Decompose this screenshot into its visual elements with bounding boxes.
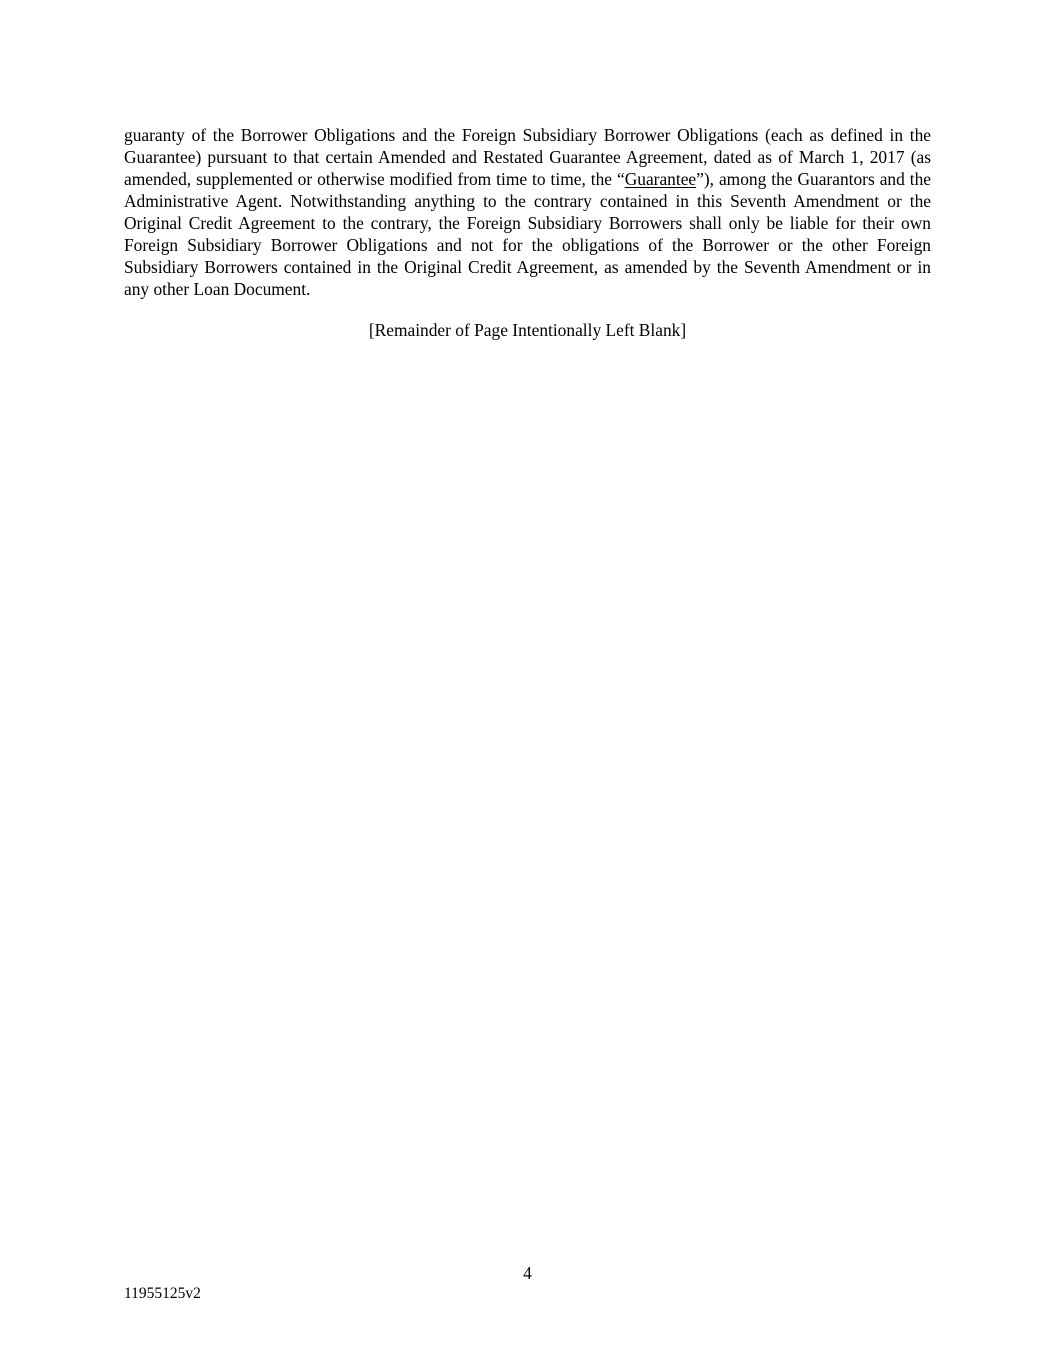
intentionally-blank-notice: [Remainder of Page Intentionally Left Blank] [368,320,687,340]
defined-term-guarantee: Guarantee [624,169,697,189]
page-number: 4 [523,1263,532,1283]
body-paragraph [124,124,931,300]
paragraph-text-after-term: ”), among the Guarantors and the Administrative Agent. Notwithstanding anything to the contrary contained in this Seventh Amendment or the Original Credit Agreement to the contrary, the Foreign Subsidiary Borrowers shall only be liable for their own Foreign Subsidiary Borrower Obligations and not for the obligations of the Borrower or the other Foreign Subsidiary Borrowers contained in the Original Credit Agreement, as amended by the Seventh Amendment or in any other Loan Document. [124,169,932,299]
document-id: 11955125v2 [124,1285,201,1302]
paragraph-text-before-term: guaranty of the Borrower Obligations and the Foreign Subsidiary Borrower Obligations (each as defined in the Guarantee) pursuant to that certain Amended and Restated Guarantee Agreement, dated as of March 1, 2017 (as amended, supplemented or otherwise modified from time to time, the “ [124,125,931,189]
